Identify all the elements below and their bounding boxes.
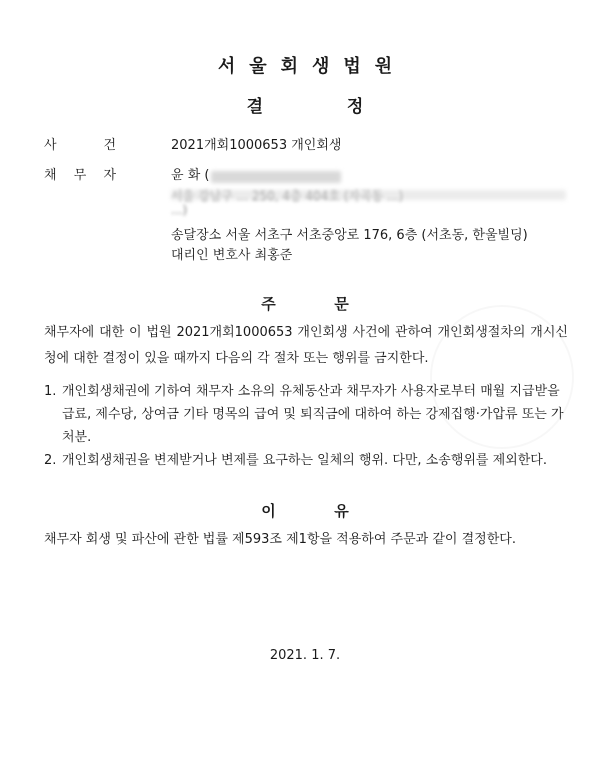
order-intro: 채무자에 대한 이 법원 2021개회1000653 개인회생 사건에 관하여 개인회생절차의 개시신청에 대한 결정이 있을 때까지 다음의 각 절차 또는 행위를 금지한다. xyxy=(44,325,568,366)
doc-type-char-2: 정 xyxy=(346,97,364,117)
court-name: 서울회생법원 xyxy=(217,56,407,77)
representative: 대리인 변호사 최홍준 xyxy=(171,248,293,263)
faint-seal-watermark xyxy=(430,305,574,449)
debtor-label-char-1: 채 xyxy=(44,168,57,183)
debtor-label-char-3: 자 xyxy=(103,168,116,183)
doc-type-char-1: 결 xyxy=(246,97,264,117)
redacted-address-line-2: ...) xyxy=(171,203,188,217)
document-type-title xyxy=(0,92,610,117)
case-number: 2021개회1000653 개인회생 xyxy=(171,138,342,153)
debtor-label xyxy=(44,167,116,185)
case-label-char-2: 건 xyxy=(103,138,116,153)
order-item-text: 개인회생채권을 변제받거나 변제를 요구하는 일체의 행위. 다만, 소송행위를 제외한다. xyxy=(62,453,547,468)
order-item-text: 개인회생채권에 기하여 채무자 소유의 유체동산과 채무자가 사용자로부터 매월 지급받을 급료, 제수당, 상여금 기타 명목의 급여 및 퇴직금에 대하여 하는 강제집행·가압류 또는 가처분. xyxy=(62,384,564,445)
order-item-2 xyxy=(44,449,564,472)
reason-text: 채무자 회생 및 파산에 관한 법률 제593조 제1항을 적용하여 주문과 같이 결정한다. xyxy=(44,532,516,547)
order-heading-char-1: 주 xyxy=(261,295,276,313)
debtor-label-char-2: 무 xyxy=(73,168,87,183)
case-label-char-1: 사 xyxy=(44,138,57,153)
debtor-name: 윤 화 ( xyxy=(171,168,210,183)
service-address: 송달장소 서울 서초구 서초중앙로 176, 6층 (서초동, 한울빌딩) xyxy=(171,228,528,243)
redacted-personal-info xyxy=(171,168,571,218)
order-item-number: 2. xyxy=(44,453,57,468)
reason-heading-char-1: 이 xyxy=(261,502,276,520)
reason-heading-char-2: 유 xyxy=(334,502,349,520)
order-item-number: 1. xyxy=(44,384,57,399)
decision-date: 2021. 1. 7. xyxy=(269,648,341,663)
order-heading-char-2: 문 xyxy=(334,295,349,313)
reason-heading xyxy=(0,500,610,521)
case-label xyxy=(44,137,116,155)
